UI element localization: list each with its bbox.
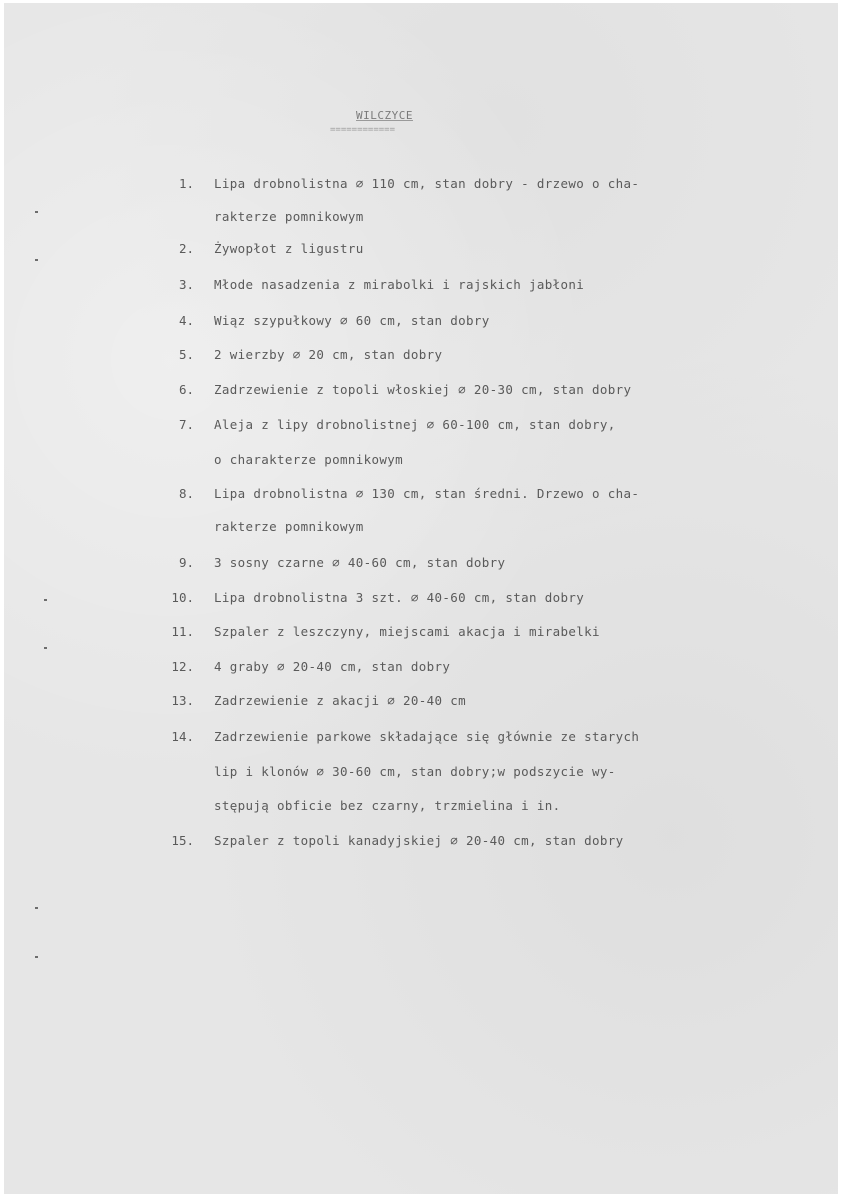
item-list (4, 3, 838, 1194)
item-text-line: Szpaler z topoli kanadyjskiej ∅ 20-40 cm, stan dobry (214, 833, 624, 848)
item-number: 2. (178, 241, 194, 256)
item-number: 10. (171, 590, 194, 605)
item-text-line: rakterze pomnikowym (214, 209, 364, 224)
item-number: 4. (178, 313, 194, 328)
item-text-line: Szpaler z leszczyny, miejscami akacja i mirabelki (214, 624, 600, 639)
margin-speck (35, 259, 38, 261)
margin-speck (44, 647, 47, 649)
item-text-line: stępują obficie bez czarny, trzmielina i in. (214, 798, 561, 813)
item-text-line: 3 sosny czarne ∅ 40-60 cm, stan dobry (214, 555, 506, 570)
item-text-line: Żywopłot z ligustru (214, 241, 364, 256)
item-number: 13. (171, 693, 194, 708)
item-number: 5. (178, 347, 194, 362)
item-text-line: Zadrzewienie z akacji ∅ 20-40 cm (214, 693, 467, 708)
margin-speck (35, 211, 38, 213)
item-text-line: Zadrzewienie parkowe składające się głównie ze starych (214, 729, 640, 744)
item-number: 15. (171, 833, 194, 848)
item-number: 7. (178, 417, 194, 432)
item-number: 12. (171, 659, 194, 674)
title-underline-rule: ============ (330, 125, 396, 135)
item-text-line: Lipa drobnolistna ∅ 110 cm, stan dobry - drzewo o cha- (214, 176, 640, 191)
item-text-line: Lipa drobnolistna ∅ 130 cm, stan średni. Drzewo o cha- (214, 486, 640, 501)
item-number: 1. (178, 176, 194, 191)
item-number: 6. (178, 382, 194, 397)
item-text-line: Aleja z lipy drobnolistnej ∅ 60-100 cm, stan dobry, (214, 417, 616, 432)
margin-speck (35, 956, 38, 958)
document-sheet (4, 3, 838, 1194)
margin-speck (44, 599, 47, 601)
item-text-line: Młode nasadzenia z mirabolki i rajskich jabłoni (214, 277, 585, 292)
item-number: 14. (171, 729, 194, 744)
item-text-line: o charakterze pomnikowym (214, 452, 404, 467)
item-text-line: 2 wierzby ∅ 20 cm, stan dobry (214, 347, 443, 362)
item-number: 3. (178, 277, 194, 292)
item-text-line: Wiąz szypułkowy ∅ 60 cm, stan dobry (214, 313, 490, 328)
item-number: 8. (178, 486, 194, 501)
item-number: 9. (178, 555, 194, 570)
item-text-line: Lipa drobnolistna 3 szt. ∅ 40-60 cm, stan dobry (214, 590, 585, 605)
item-number: 11. (171, 624, 194, 639)
document-title: WILCZYCE (356, 109, 413, 122)
item-text-line: Zadrzewienie z topoli włoskiej ∅ 20-30 cm, stan dobry (214, 382, 632, 397)
item-text-line: lip i klonów ∅ 30-60 cm, stan dobry;w podszycie wy- (214, 764, 616, 779)
item-text-line: 4 graby ∅ 20-40 cm, stan dobry (214, 659, 451, 674)
margin-speck (35, 907, 38, 909)
item-text-line: rakterze pomnikowym (214, 519, 364, 534)
